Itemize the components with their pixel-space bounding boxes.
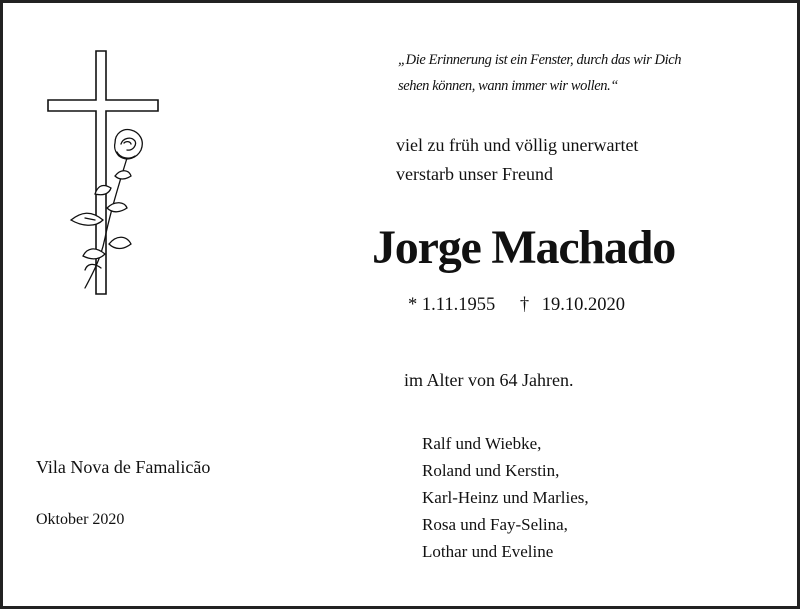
month-text: Oktober 2020 [36, 511, 125, 528]
mourner-line: Rosa und Fay-Selina, [422, 515, 568, 534]
life-dates [408, 290, 625, 320]
intro-text [396, 131, 638, 189]
mourner-line: Ralf und Wiebke, [422, 434, 542, 453]
mourners-list [422, 430, 589, 565]
mourner-line: Karl-Heinz und Marlies, [422, 488, 589, 507]
age-text: im Alter von 64 Jahren. [404, 370, 574, 390]
cross-with-rose-icon [45, 48, 165, 298]
mourner-line: Roland und Kerstin, [422, 461, 560, 480]
mourner-line: Lothar und Eveline [422, 542, 554, 561]
intro-line-2: verstarb unser Freund [396, 164, 553, 184]
quote-line-2: sehen können, wann immer wir wollen.“ [398, 78, 619, 94]
birth-date: * 1.11.1955 [408, 295, 496, 315]
dagger-icon: † [519, 295, 530, 315]
deceased-name: Jorge Machado [372, 221, 676, 274]
quote-line-1: „Die Erinnerung ist ein Fenster, durch das wir Dich [398, 52, 682, 68]
intro-line-1: viel zu früh und völlig unerwartet [396, 135, 639, 155]
place-text: Vila Nova de Famalicão [36, 457, 211, 477]
death-date: 19.10.2020 [541, 295, 625, 315]
epigraph-quote [398, 47, 681, 99]
